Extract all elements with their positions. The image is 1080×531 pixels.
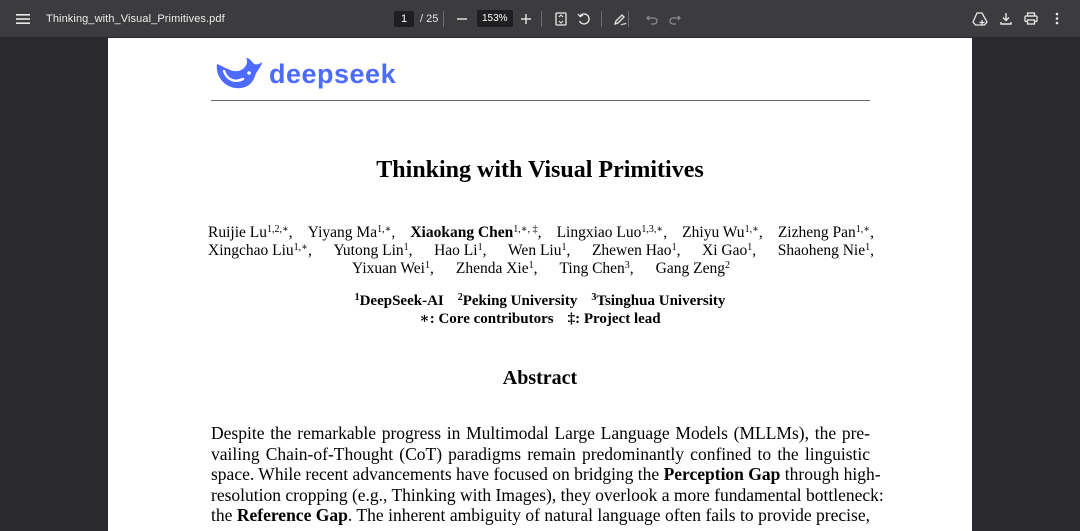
author-name [208, 224, 293, 242]
author-separator: , [758, 224, 763, 241]
affiliation-name: Tsinghua University [596, 293, 726, 309]
author-name-text: Lingxiao Luo [556, 224, 642, 241]
contribution-note [419, 311, 553, 327]
author-separator: , [870, 224, 874, 241]
menu-icon[interactable] [12, 8, 34, 30]
abstract-text: through high- [780, 464, 881, 484]
toolbar-divider [443, 11, 444, 27]
author-affiliation-marker: 1,∗ [855, 224, 871, 235]
document-filename: Thinking_with_Visual_Primitives.pdf [46, 12, 225, 25]
note-symbol: ‡ [567, 311, 576, 327]
affiliation-name: Peking University [462, 293, 578, 309]
pdf-page [108, 38, 972, 531]
affiliation [458, 293, 578, 309]
author-name-text: Zhewen Hao [591, 242, 672, 259]
author-list [208, 224, 874, 278]
author-affiliation-marker: 1 [528, 260, 534, 271]
author-name [333, 242, 412, 260]
author-name [592, 242, 681, 260]
abstract-text: space. While recent advancements have focused on bridging the [211, 464, 664, 484]
author-separator: , [307, 242, 312, 259]
abstract-text: the [211, 505, 237, 525]
author-name [682, 224, 763, 242]
author-affiliation-marker: 1,2,∗ [266, 224, 289, 235]
undo-icon[interactable] [641, 8, 663, 30]
author-affiliation-marker: 2 [724, 260, 730, 271]
author-separator: , [566, 242, 571, 259]
author-affiliation-marker: 1 [865, 242, 871, 253]
author-affiliation-marker: 3 [624, 260, 630, 271]
contribution-notes [108, 310, 972, 328]
author-affiliation-marker: 1,∗ [293, 242, 308, 253]
drive-icon[interactable] [969, 8, 991, 30]
author-name-text: Xingchao Liu [208, 242, 294, 259]
author-affiliation-marker: 1 [671, 242, 677, 253]
author-separator: , [288, 224, 293, 241]
author-separator: , [537, 224, 542, 241]
note-text: : Project lead [575, 311, 661, 327]
author-row [208, 224, 874, 242]
author-separator: , [408, 242, 413, 259]
page-total: / 25 [420, 12, 439, 25]
author-name-text: Yutong Lin [333, 242, 404, 259]
affiliation-marker: 3 [591, 292, 597, 303]
author-name [352, 260, 434, 278]
author-affiliation-marker: 1 [747, 242, 753, 253]
author-name-text: Ting Chen [559, 260, 625, 277]
note-text: : Core contributors [429, 311, 554, 327]
toolbar-divider [601, 11, 602, 27]
author-name-text: Ruijie Lu [208, 224, 267, 241]
abstract-line [211, 423, 870, 444]
abstract-line [211, 505, 870, 526]
author-separator: , [629, 260, 634, 277]
author-separator: , [533, 260, 538, 277]
zoom-level-input[interactable]: 153% [477, 10, 513, 27]
author-name-text: Zizheng Pan [777, 224, 856, 241]
affiliation-marker: 2 [457, 292, 463, 303]
author-name [434, 242, 486, 260]
page-number-input[interactable]: 1 [394, 11, 414, 27]
more-icon[interactable] [1046, 8, 1068, 30]
author-row [208, 260, 874, 278]
author-affiliation-marker: 1,∗, ‡ [513, 224, 538, 235]
author-name [656, 260, 730, 278]
author-name [559, 260, 633, 278]
author-affiliation-marker: 1 [424, 260, 430, 271]
affiliation-name: DeepSeek-AI [359, 293, 444, 309]
contribution-note [568, 311, 661, 327]
author-name-text: Xi Gao [702, 242, 748, 259]
author-affiliation-marker: 1,∗ [744, 224, 759, 235]
author-name-text: Xiaokang Chen [410, 224, 514, 241]
brand-wordmark: deepseek [269, 58, 397, 89]
pdf-toolbar [0, 0, 1080, 37]
whale-icon [213, 56, 263, 92]
author-name [778, 224, 874, 242]
abstract-keyword: Reference Gap [236, 505, 348, 525]
affiliations [108, 292, 972, 328]
fit-page-icon[interactable] [550, 8, 572, 30]
paper-title: Thinking with Visual Primitives [376, 157, 704, 183]
zoom-in-icon[interactable] [515, 8, 537, 30]
author-separator: , [870, 242, 874, 259]
author-affiliation-marker: 1 [403, 242, 409, 253]
abstract-text: resolution cropping (e.g., Thinking with Images), they overlook a more fundamental bottleneck: [211, 484, 884, 505]
author-name [410, 224, 541, 242]
author-separator: , [391, 224, 396, 241]
author-affiliation-marker: 1,3,∗ [641, 224, 664, 235]
affiliation-row [108, 292, 972, 310]
author-name-text: Zhenda Xie [455, 260, 529, 277]
author-name [456, 260, 538, 278]
download-icon[interactable] [995, 8, 1017, 30]
abstract-line [211, 484, 884, 506]
author-name-text: Yixuan Wei [352, 260, 425, 277]
abstract-text: Despite the remarkable progress in Multimodal Large Language Models (MLLMs), the pre- [211, 423, 870, 443]
author-name-text: Zhiyu Wu [682, 224, 745, 241]
author-name-text: Gang Zeng [655, 260, 725, 277]
author-name-text: Hao Li [434, 242, 478, 259]
author-affiliation-marker: 1,∗ [377, 224, 392, 235]
author-name [778, 242, 874, 260]
author-separator: , [482, 242, 487, 259]
author-row [208, 242, 874, 260]
author-name [208, 242, 312, 260]
rotate-icon[interactable] [573, 8, 595, 30]
abstract-text: . The inherent ambiguity of natural language often fails to provide precise, [347, 505, 870, 525]
toolbar-divider [628, 11, 629, 27]
deepseek-logo [213, 56, 396, 92]
author-name [557, 224, 667, 242]
abstract-heading: Abstract [502, 367, 578, 389]
author-name [702, 242, 756, 260]
redo-icon[interactable] [664, 8, 686, 30]
author-separator: , [663, 224, 668, 241]
author-affiliation-marker: 1 [561, 242, 567, 253]
author-separator: , [676, 242, 681, 259]
affiliation [591, 293, 725, 309]
toolbar-divider [541, 11, 542, 27]
author-name-text: Shaoheng Nie [777, 242, 866, 259]
header-rule [211, 100, 870, 101]
author-name [508, 242, 570, 260]
abstract-keyword: Perception Gap [663, 464, 781, 484]
abstract-text: vailing Chain-of-Thought (CoT) paradigms remain predominantly confined to the linguistic [211, 443, 870, 464]
author-separator: , [752, 242, 757, 259]
print-icon[interactable] [1020, 8, 1042, 30]
affiliation-marker: 1 [354, 292, 360, 303]
abstract-line [211, 464, 881, 485]
note-symbol: ∗ [419, 311, 430, 327]
author-name [308, 224, 395, 242]
affiliation [355, 293, 444, 309]
author-affiliation-marker: 1 [477, 242, 483, 253]
abstract-line [211, 444, 870, 465]
author-separator: , [429, 260, 434, 277]
zoom-out-icon[interactable] [451, 8, 473, 30]
author-name-text: Wen Liu [508, 242, 562, 259]
author-name-text: Yiyang Ma [307, 224, 378, 241]
abstract-body [211, 423, 884, 526]
